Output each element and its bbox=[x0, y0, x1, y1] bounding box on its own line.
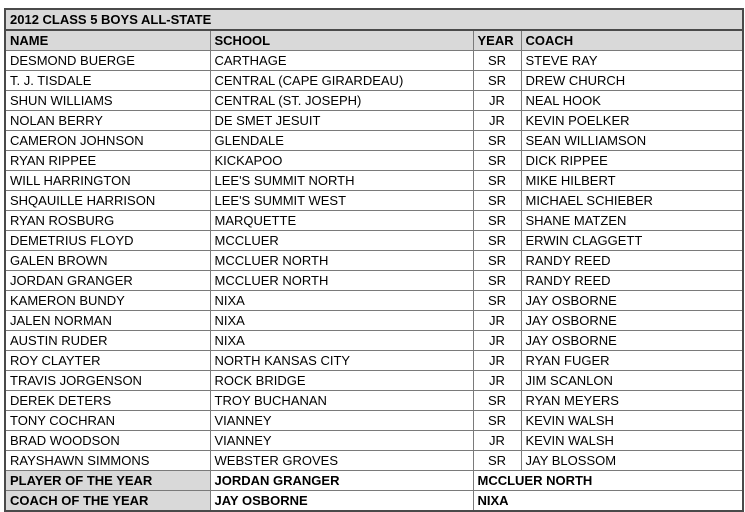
table-row bbox=[5, 111, 743, 131]
table-row bbox=[5, 431, 743, 451]
player-name-cell: RAYSHAWN SIMMONS bbox=[5, 451, 210, 471]
year-cell: JR bbox=[473, 91, 521, 111]
school-cell: NORTH KANSAS CITY bbox=[210, 351, 473, 371]
table-row bbox=[5, 271, 743, 291]
coach-cell: RANDY REED bbox=[521, 271, 743, 291]
table-row bbox=[5, 331, 743, 351]
school-cell: WEBSTER GROVES bbox=[210, 451, 473, 471]
player-name-cell: JORDAN GRANGER bbox=[5, 271, 210, 291]
school-cell: CENTRAL (ST. JOSEPH) bbox=[210, 91, 473, 111]
school-cell: CENTRAL (CAPE GIRARDEAU) bbox=[210, 71, 473, 91]
table-row bbox=[5, 371, 743, 391]
table-row bbox=[5, 71, 743, 91]
year-cell: JR bbox=[473, 431, 521, 451]
school-cell: ROCK BRIDGE bbox=[210, 371, 473, 391]
header-coach: COACH bbox=[521, 30, 743, 51]
table-title: 2012 CLASS 5 BOYS ALL-STATE bbox=[5, 9, 743, 30]
school-cell: MCCLUER bbox=[210, 231, 473, 251]
coach-cell: RANDY REED bbox=[521, 251, 743, 271]
player-name-cell: SHQAUILLE HARRISON bbox=[5, 191, 210, 211]
coach-cell: KEVIN POELKER bbox=[521, 111, 743, 131]
coach-cell: DREW CHURCH bbox=[521, 71, 743, 91]
coach-cell: NEAL HOOK bbox=[521, 91, 743, 111]
title-row bbox=[5, 9, 743, 30]
table-row bbox=[5, 91, 743, 111]
school-cell: NIXA bbox=[210, 311, 473, 331]
year-cell: JR bbox=[473, 111, 521, 131]
school-cell: LEE'S SUMMIT WEST bbox=[210, 191, 473, 211]
table-row bbox=[5, 191, 743, 211]
table-row bbox=[5, 51, 743, 71]
player-name-cell: DESMOND BUERGE bbox=[5, 51, 210, 71]
player-name-cell: BRAD WOODSON bbox=[5, 431, 210, 451]
header-year: YEAR bbox=[473, 30, 521, 51]
coach-cell: ERWIN CLAGGETT bbox=[521, 231, 743, 251]
coach-cell: SEAN WILLIAMSON bbox=[521, 131, 743, 151]
year-cell: SR bbox=[473, 71, 521, 91]
school-cell: VIANNEY bbox=[210, 431, 473, 451]
coach-cell: SHANE MATZEN bbox=[521, 211, 743, 231]
school-cell: LEE'S SUMMIT NORTH bbox=[210, 171, 473, 191]
school-cell: NIXA bbox=[210, 331, 473, 351]
year-cell: SR bbox=[473, 171, 521, 191]
table-row bbox=[5, 251, 743, 271]
header-row bbox=[5, 30, 743, 51]
player-name-cell: CAMERON JOHNSON bbox=[5, 131, 210, 151]
player-name-cell: AUSTIN RUDER bbox=[5, 331, 210, 351]
school-cell: MARQUETTE bbox=[210, 211, 473, 231]
year-cell: SR bbox=[473, 151, 521, 171]
school-cell: VIANNEY bbox=[210, 411, 473, 431]
player-name-cell: GALEN BROWN bbox=[5, 251, 210, 271]
year-cell: JR bbox=[473, 311, 521, 331]
coach-cell: JAY BLOSSOM bbox=[521, 451, 743, 471]
school-cell: TROY BUCHANAN bbox=[210, 391, 473, 411]
coach-cell: STEVE RAY bbox=[521, 51, 743, 71]
player-name-cell: KAMERON BUNDY bbox=[5, 291, 210, 311]
player-name-cell: TONY COCHRAN bbox=[5, 411, 210, 431]
coach-cell: RYAN FUGER bbox=[521, 351, 743, 371]
player-of-year-name: JORDAN GRANGER bbox=[210, 471, 473, 491]
player-name-cell: TRAVIS JORGENSON bbox=[5, 371, 210, 391]
coach-cell: KEVIN WALSH bbox=[521, 431, 743, 451]
coach-of-year-school: NIXA bbox=[473, 491, 743, 512]
school-cell: MCCLUER NORTH bbox=[210, 251, 473, 271]
coach-cell: MIKE HILBERT bbox=[521, 171, 743, 191]
school-cell: DE SMET JESUIT bbox=[210, 111, 473, 131]
player-of-year-school: MCCLUER NORTH bbox=[473, 471, 743, 491]
coach-cell: JAY OSBORNE bbox=[521, 311, 743, 331]
year-cell: JR bbox=[473, 351, 521, 371]
year-cell: SR bbox=[473, 451, 521, 471]
school-cell: MCCLUER NORTH bbox=[210, 271, 473, 291]
player-name-cell: ROY CLAYTER bbox=[5, 351, 210, 371]
table-row bbox=[5, 211, 743, 231]
table-row bbox=[5, 131, 743, 151]
school-cell: NIXA bbox=[210, 291, 473, 311]
header-name: NAME bbox=[5, 30, 210, 51]
table-row bbox=[5, 311, 743, 331]
school-cell: GLENDALE bbox=[210, 131, 473, 151]
coach-cell: DICK RIPPEE bbox=[521, 151, 743, 171]
coach-cell: MICHAEL SCHIEBER bbox=[521, 191, 743, 211]
year-cell: SR bbox=[473, 251, 521, 271]
coach-cell: JAY OSBORNE bbox=[521, 331, 743, 351]
coach-cell: JIM SCANLON bbox=[521, 371, 743, 391]
table-row bbox=[5, 231, 743, 251]
year-cell: SR bbox=[473, 391, 521, 411]
player-name-cell: RYAN RIPPEE bbox=[5, 151, 210, 171]
player-name-cell: RYAN ROSBURG bbox=[5, 211, 210, 231]
year-cell: SR bbox=[473, 131, 521, 151]
coach-of-year-row bbox=[5, 491, 743, 512]
player-name-cell: SHUN WILLIAMS bbox=[5, 91, 210, 111]
table-row bbox=[5, 451, 743, 471]
table-row bbox=[5, 351, 743, 371]
table-row bbox=[5, 391, 743, 411]
school-cell: CARTHAGE bbox=[210, 51, 473, 71]
year-cell: SR bbox=[473, 411, 521, 431]
year-cell: SR bbox=[473, 211, 521, 231]
coach-of-year-name: JAY OSBORNE bbox=[210, 491, 473, 512]
player-name-cell: DEREK DETERS bbox=[5, 391, 210, 411]
year-cell: JR bbox=[473, 331, 521, 351]
player-name-cell: JALEN NORMAN bbox=[5, 311, 210, 331]
player-of-year-label: PLAYER OF THE YEAR bbox=[5, 471, 210, 491]
year-cell: SR bbox=[473, 191, 521, 211]
coach-cell: JAY OSBORNE bbox=[521, 291, 743, 311]
player-name-cell: DEMETRIUS FLOYD bbox=[5, 231, 210, 251]
all-state-table bbox=[4, 8, 744, 512]
year-cell: SR bbox=[473, 51, 521, 71]
player-name-cell: NOLAN BERRY bbox=[5, 111, 210, 131]
player-of-year-row bbox=[5, 471, 743, 491]
table-row bbox=[5, 291, 743, 311]
player-name-cell: T. J. TISDALE bbox=[5, 71, 210, 91]
year-cell: SR bbox=[473, 231, 521, 251]
table-row bbox=[5, 171, 743, 191]
coach-cell: KEVIN WALSH bbox=[521, 411, 743, 431]
player-name-cell: WILL HARRINGTON bbox=[5, 171, 210, 191]
school-cell: KICKAPOO bbox=[210, 151, 473, 171]
year-cell: SR bbox=[473, 271, 521, 291]
header-school: SCHOOL bbox=[210, 30, 473, 51]
table-row bbox=[5, 151, 743, 171]
coach-of-year-label: COACH OF THE YEAR bbox=[5, 491, 210, 512]
table-row bbox=[5, 411, 743, 431]
year-cell: JR bbox=[473, 371, 521, 391]
year-cell: SR bbox=[473, 291, 521, 311]
coach-cell: RYAN MEYERS bbox=[521, 391, 743, 411]
